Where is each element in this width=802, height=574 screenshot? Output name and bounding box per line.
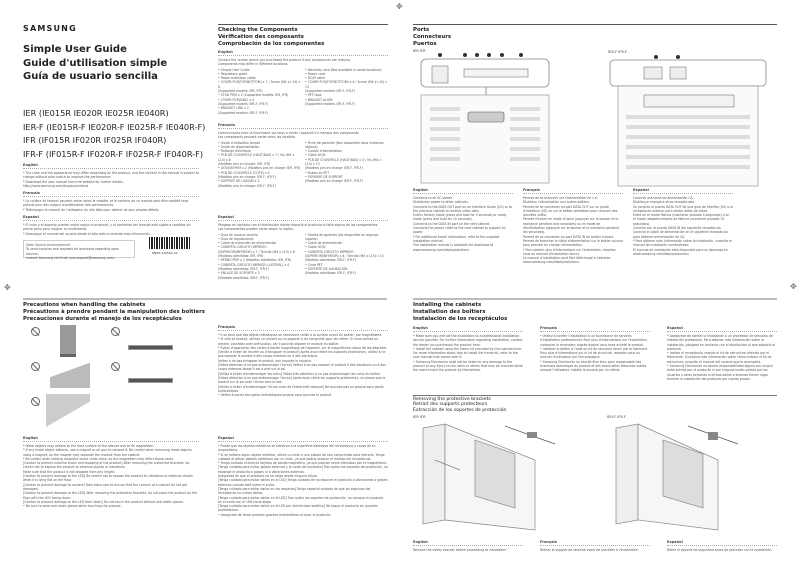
- precaution-item: [Caution to prevent external shock and dropping of the product] After removing the protective brackets, be careful not to expose the product to external shocks or vibrations.: [23, 461, 190, 470]
- precautions-french: [218, 322, 388, 397]
- open-source-box: [23, 240, 135, 258]
- port-description: Se conecta al puerto DATA OUT de una guía de interfaz (I/G) o al receptáculo anterior para recibir datos de vídeo.: [633, 204, 733, 213]
- install-note: • Samsung Electronics no asume responsabilidad alguna por ningún daño sufrido por el producto ni por ninguna lesión sufrida por los usuarios u otras personas si dichos daños o lesiones tienen lugar durante la instalación del producto por cuenta propia.: [667, 364, 773, 381]
- cabinet-corner-illustration: [50, 360, 90, 388]
- removing-instruction: Remove the safety bracket before proceeding to installation.: [413, 548, 508, 552]
- note: http://www.samsung.com/displaysolutions: [23, 183, 89, 188]
- component-item: • SOPORTE DE ALINEACIÓN: [305, 267, 388, 271]
- install-note: • Samsung Electronics ne saurait être tenu pour responsable des éventuels dommages au produit et des éventuelles blessures subies lorsque l'utilisateur installe le produit par lui-même.: [540, 359, 647, 373]
- title-es: Guía de usuario sencilla: [23, 71, 158, 82]
- install-note: • Instale el receptáculo usando el kit de estructura ofrecido por el fabricante. Si precisa más información sobre cómo instalar el kit de estructura, consulte el manual del usuario que lo acompaña.: [667, 351, 772, 364]
- lang-spanish: Español: [218, 215, 388, 221]
- precautions-title-en: Precautions when handling the cabinets: [23, 302, 146, 308]
- component-item: (Modèles pris en charge: IER-F, IFR-F): [305, 166, 363, 171]
- component-item-list: [305, 141, 388, 188]
- barcode: [149, 237, 191, 249]
- precaution-item: [Caution to prevent damage to the LED] After removing the protective brackets, do not place the product on the floor with the LED facing down.: [23, 491, 198, 500]
- component-item: • Cable de alimentación: [305, 241, 388, 245]
- port-description: Connects to the DATA OUT port on an Interface Guide (I/G) or to the previous cabinet to receive video data.: [413, 204, 512, 213]
- component-item: • COVER PCB(SIDE) x 4: [218, 98, 301, 102]
- port-description-list: [633, 196, 733, 256]
- removing-label-ier-ifr: IER IFR: [413, 415, 426, 419]
- cabinet-upright-illustration: [60, 325, 76, 357]
- lang-english: English: [218, 50, 388, 56]
- removing-instruction: Retirez le support de sécurité avant de procéder à l'installation.: [540, 548, 639, 552]
- removing-french: [540, 537, 650, 552]
- precaution-item: [Caution to prevent damage to the LED from static] Do not touch the product without anti-static gloves.: [23, 499, 185, 504]
- component-item: (Modèles pris en charge: IER-F, IFR-F): [218, 183, 276, 188]
- note: * La couleur et l'aspect peuvent varier selon le modèle, et le contenu de ce manuel peut être modifié sans préavis pour des raisons d'amélioration des performances.: [23, 199, 189, 208]
- removing-titles: [413, 397, 506, 413]
- lang-english: English: [413, 188, 513, 194]
- components-french: [218, 120, 388, 188]
- model-line: IFR-F (IF015R-F IF020R-F IF025R-F IF040R-F): [23, 148, 204, 159]
- installing-titles: [413, 302, 507, 323]
- open-source-line: Open Source Announcement: [26, 243, 71, 247]
- install-note-list: [413, 334, 523, 373]
- intro-line: Póngase en contacto con el distribuidor donde adquirió el producto si falta alguno de los componentes.: [218, 223, 379, 227]
- note: * Download the user manual from the website for further details.: [23, 179, 124, 184]
- component-item: • Tarjeta de garantía (No disponible en algunos lugares): [305, 233, 388, 242]
- ports-label-ier-ifr: IER IFR: [413, 49, 426, 53]
- cabinet-face-down-illustration: [128, 378, 173, 383]
- component-item: (Supported models: IER-F, IFR-F): [305, 101, 356, 106]
- prohibited-icon: [31, 397, 40, 406]
- note-list: [23, 199, 199, 212]
- port-description: Permet de se brancher sur l'alimentation en c.a.: [523, 196, 598, 200]
- lang-spanish: Español: [218, 436, 388, 442]
- precaution-item: Make sure that the product is not dropped from any height.: [23, 469, 116, 474]
- component-item: • Guide d'utilisation simple: [218, 141, 301, 145]
- component-item: • STUD PEM x 2 (Supported models: IER, IFR): [218, 93, 301, 97]
- port-description: Connects the power cable to the next cabinet to support AC power.: [413, 226, 506, 235]
- precaution-item: * Be careful when holding magnetic stripe cards close, as the magnetism may affect those cards.: [23, 456, 174, 461]
- component-item: • Regulatory guide: [218, 72, 301, 76]
- component-item: • SUPPORT DE LIAISON x 2: [218, 179, 301, 183]
- intro-line: Communiquez avec le fournisseur qui vous a vendu l'appareil s'il manque des composants.: [218, 131, 360, 135]
- component-item: • Fiche de garantie (Non disponible dans certaines régions): [305, 141, 388, 150]
- component-item: (Modelos admitidos: IER-F, IFR-F): [218, 275, 269, 280]
- note: * Descargue el manual del usuario desde el sitio web si necesita más información.: [23, 231, 151, 236]
- precaution-item: [Tenga cuidado para evitar daños en el LED] Tras quitar los soportes de protección, no coloque el producto en el suelo con el LED hacia abajo.: [218, 495, 384, 504]
- component-item: • Cordon d'alimentation: [305, 149, 388, 153]
- component-item-list: [218, 233, 301, 280]
- note: * The color and the appearance may differ depending on the product, and the content in the manual is subject to change without prior notice to improve the performance.: [23, 171, 199, 180]
- precaution-item: [Tenga cuidado para evitar daños en el LED] Tenga cuidado de no exponer el producto a vibraciones o golpes externos cuando esté sobre el suelo.: [218, 478, 388, 487]
- component-item: (Modelos admitidos: IER-F, IFR-F): [305, 271, 356, 276]
- installing-title-es: Instalación de los receptáculos: [413, 316, 508, 322]
- precautions-english: [23, 433, 199, 508]
- precautions-title-es: Precauciones durante el manejo de los receptáculos: [23, 316, 182, 322]
- cover-notes: [23, 160, 199, 236]
- ports-english: [413, 185, 513, 252]
- component-item: • COVER PCB(TOP/BOTTOM) x 4 / Screw (M4 x L10) x 13: [305, 80, 388, 89]
- component-item: (Supported models: IER, IFR): [218, 89, 263, 94]
- port-description: Conecta el cable de alimentación en el siguiente receptáculo para obtener alimentación de CA.: [633, 230, 728, 239]
- port-description: Distribuye energía a otros receptáculos.: [633, 200, 695, 205]
- component-item: • ENLACE DE SOPORTE x 2: [218, 271, 301, 275]
- component-item: • DC/N cable: [305, 76, 388, 80]
- component-item: • Guía de regulaciones: [218, 237, 301, 241]
- port-description: Permet de brancher le câble d'alimentation sur le boîtier suivant pour prendre en charge l'alimentation.: [523, 238, 623, 248]
- title-en: Simple User Guide: [23, 44, 127, 55]
- precaution-item: * Si se adhiere algún objeto metálico, utilice un imán o una pistola de aire comprimido para retirarlo. Tenga cuidado al retirar objetos metálicos con un imán, ya que podría separar el módulo del receptáculo.: [218, 452, 385, 461]
- guide-titles: [23, 43, 167, 84]
- component-item: • Guía de usuario sencilla: [218, 233, 301, 237]
- component-item-list: [218, 68, 301, 115]
- bracket-removal-diagram-ier-f-ifr-f: [608, 420, 778, 532]
- model-line: IFR (IF015R IF020R IF025R IF040R): [23, 135, 167, 146]
- installing-spanish: [667, 323, 777, 381]
- component-item: • Câble DC/N: [305, 153, 388, 157]
- component-item-list: [305, 233, 388, 280]
- precaution-item: • Veillez à porter des gants antistatiques lorsque vous touchez le produit.: [218, 393, 333, 398]
- component-item: • Simple User Guide: [218, 68, 301, 72]
- prohibited-icon: [31, 362, 40, 371]
- component-item-list: [305, 68, 388, 115]
- model-line: IER (IE015R IE020R IE025R IE040R): [23, 108, 169, 118]
- open-source-line-list: [26, 243, 132, 260]
- port-description: Permet de se connecter au port DATA OUT sur un guide d'interface (I/G) ou sur le boîtier précédent pour recevoir des données vidéo.: [523, 204, 618, 218]
- install-note: • Veillez à confier l'installation à un fournisseur de services d'installation professionnel. Pour plus d'informations sur l'installation, contactez le revendeur auprès duquel vous avez acheté le produit.: [540, 334, 648, 347]
- port-description: * Pour obtenir plus d'informations sur l'installation, reportez-vous au manuel d'installation fourni.: [523, 247, 617, 256]
- ports-diagram-ier-ifr: [420, 52, 550, 184]
- component-item: • COVER PCB(TOP/BOTTOM) x 7 / Screw (M4 x L10) x 8: [218, 80, 301, 89]
- precaution-item: * Tenga cuidado al acercar tarjetas de banda magnética, ya que podrían verse afectadas por el magnetismo.: [218, 461, 387, 466]
- port-description: Connects to an AC power.: [413, 196, 453, 200]
- open-source-line: To send inquiries and requests for questions regarding open sources,: [26, 247, 119, 256]
- lang-spanish: Español: [23, 215, 199, 221]
- lang-english: English: [23, 436, 199, 442]
- component-item: (Supported models: IER-F, IFR-F): [305, 89, 356, 94]
- installing-english: [413, 323, 523, 373]
- component-item: • CUBIERTA CIRCUITO IMPRESO (LATERAL) x 4: [218, 263, 301, 267]
- lang-english: English: [413, 326, 523, 332]
- component-item: • PCB DE COUVERCLE (HAUT/BAS) x 4 / Vis (M4 x L10) x 13: [305, 158, 388, 167]
- removing-title-fr: Retrait des supports protecteurs: [413, 402, 488, 408]
- static-touch-illustration: [46, 394, 90, 428]
- precaution-item: * Il se peut que des objets métalliques se retrouvent collés à la surface avant du boîtier, par magnétisme.: [218, 333, 383, 337]
- component-item: • CUBIERTA CIRCUITO IMPRESO (SUPERIOR/INFERIOR) x 7 / Tornillo (M4 x L10) x 8: [218, 245, 301, 254]
- precaution-item: * If any metal object adheres, use a magnet or air gun to remove it. Be careful when removing metal objects using a magnet, as the magnet may separate the module from the cabinet.: [23, 448, 192, 457]
- precaution-item: [Veillez à éviter de heurter ou d'échapper le produit] Après avoir retiré les supports protecteurs, veillez à ne pas exposer le produit à des coups externes ou à des vibrations.: [218, 350, 386, 359]
- note: * Téléchargez le manuel de l'utilisateur du site Web pour obtenir de plus amples détails.: [23, 207, 160, 212]
- removing-title-es: Extracción de los soportes de protección: [413, 407, 507, 413]
- components-english: [218, 47, 388, 115]
- precaution-item: • Be sure to wear anti-static gloves when touching the product.: [23, 504, 122, 509]
- installing-french: [540, 323, 650, 373]
- lang-spanish: Español: [633, 188, 733, 194]
- port-description: Permet de se connecter au port DATA IN du boîtier suivant.: [523, 234, 615, 239]
- removing-spanish: [667, 537, 777, 552]
- install-note: • Installez le boîtier à l'aide du kit de structure fourni par le fabricant. Pour plus d'informations sur le kit de structure, reportez-vous au manuel d'utilisateur qui l'accompagne.: [540, 346, 648, 360]
- lang-french: Français: [23, 191, 199, 197]
- precaution-item-list: [23, 444, 199, 508]
- port-description-list: [523, 196, 623, 265]
- install-note-list: [667, 334, 777, 381]
- install-note: • Make sure you entrust the installation to a professional installation service provider. For further information regarding installation, contact the dealer you purchased the product from.: [413, 334, 523, 347]
- component-item: • CUBIERTA CIRCUITO IMPRESO (SUPERIOR/INFERIOR) x 4 / Tornillo (M4 x L10) x 13: [305, 250, 388, 259]
- precaution-item: * Metal objects may adhere to the front surface of the cabinet due to its magnetism.: [23, 444, 155, 448]
- lang-spanish: Español: [667, 540, 777, 546]
- components-title-en: Checking the Components: [218, 27, 298, 33]
- intro-line: Les composants peuvent varier selon les localités.: [218, 135, 296, 140]
- removing-label-ier-f-ifr-f: IER-F IFR-F: [607, 415, 627, 419]
- ports-title-es: Puertos: [413, 41, 437, 47]
- ports-diagram-ier-f-ifr-f: [608, 55, 768, 187]
- precaution-item: [Veillez à éviter d'endommager l'écran avec de l'électricité statique] Ne touchez pas au produit sans gants antistatiques.: [218, 384, 384, 393]
- port-description: Entra en el modo fábrica (mantener pulsado 5 segundos) o en el modo restablecimiento de fábrica (mantener pulsado 10 segundos).: [633, 213, 730, 226]
- component-item: • Power cord: [305, 72, 388, 76]
- component-item: • BRACKET LINK x 2: [218, 106, 301, 110]
- component-item-list: [218, 141, 301, 188]
- bracket-removal-diagram-ier-ifr: [415, 420, 595, 532]
- precautions-spanish: [218, 433, 388, 517]
- precaution-item: Veillez à ne pas échapper le produit, peu importe la hauteur.: [218, 358, 312, 363]
- note-list: [23, 223, 199, 236]
- component-item: (Modelos admitidos: IER, IFR): [218, 254, 264, 259]
- model-list: [23, 107, 205, 161]
- lang-english: English: [23, 163, 199, 169]
- precaution-item: [Tenga cuidado para evitar golpes externos y la caída del producto] Tras quitar los soportes de protección, no exponga el producto a golpes ni a vibraciones externas.: [218, 465, 388, 474]
- precaution-item: * Si cela se produit, utilisez un aimant ou un appareil à air comprimé pour les retirer. Si vous utilisez un aimant, procédez avec précaution, car il pourrait séparer le module du boîtier.: [218, 337, 379, 346]
- installing-title-en: Installing the cabinets: [413, 302, 482, 308]
- components-title-fr: Vérification des composants: [218, 34, 304, 40]
- install-note: • Asegúrese de confiar la instalación a un proveedor de servicios de instalación profesional. Para obtener más información sobre la instalación, póngase en contacto con el distribuidor al que adquirió el producto.: [667, 334, 776, 351]
- precaution-item: [Caution to prevent damage to corners] Take extra care to ensure that the corners of a cabinet do not get damaged.: [23, 482, 187, 491]
- install-note: • Samsung Electronics shall not be liable for any damage to the product or any injury to the users or others that may be incurred while the users install the product by themselves.: [413, 359, 523, 373]
- removing-title-en: Removing the protective brackets: [413, 397, 491, 402]
- port-description: Permet d'entrer en mode d'usine (appuyer sur le bouton et le maintenir pendant cinq secondes) ou en mode de réinitialisation (appuyer sur le bouton et le maintenir pendant dix secondes).: [523, 217, 619, 235]
- install-note: • Install the cabinet using the frame kit provided by the manufacturer. For more information about how to install the frame kit, refer to the user manual that comes with it.: [413, 346, 523, 360]
- component-item: (Modèles pris en charge: IER-F, IFR-F): [218, 174, 276, 179]
- open-source-line: contact Samsung via Email (oss.request@samsung.com).: [26, 255, 116, 260]
- lang-english: English: [413, 540, 523, 546]
- note-list: [23, 171, 199, 188]
- port-description: * For additional install information, refer to the supplied installation manual.: [413, 234, 500, 243]
- component-item: • BRACKET ALIGN: [305, 98, 388, 102]
- intro-line: Contact the vendor where you purchased the product if any components are missing.: [218, 58, 351, 62]
- port-description: El manual de instalación está disponible para su descarga en www.samsung.com/displaysolutions.: [633, 247, 728, 256]
- installing-title-fr: Installation des boîtiers: [413, 309, 486, 315]
- component-item: • GOUJON PEM x 2 (Modèles pris en charge: IER, IFR): [218, 166, 301, 170]
- note: * El color y el aspecto pueden variar según el producto, y el contenido del manual está sujeto a cambios sin previo aviso para mejorar el rendimiento.: [23, 223, 191, 232]
- ports-label-ier-f-ifr-f: IER-F IFR-F: [608, 50, 628, 54]
- precaution-item: [Faites attention à ne pas endommager l'écran] Après avoir retiré les supports protecteurs, ne placez pas le produit sur le sol avec l'écran vers le bas.: [218, 375, 386, 385]
- install-note-list: [540, 334, 650, 373]
- port-description: Enters factory mode (press and hold for 5 seconds) or ready mode (press and hold for 10 seconds).: [413, 213, 507, 222]
- component-item: • Rallonge électrique: [218, 149, 301, 153]
- component-item: (Supported models: IER-F, IFR-F): [218, 110, 269, 115]
- removing-english: [413, 537, 523, 552]
- component-item: • PCB DE COUVERCLE (HAUT/BAS) x 7 / Vis (M4 x L10) x 8: [218, 153, 301, 162]
- registration-mark-icon: ✥: [396, 2, 403, 11]
- port-description: Distributes power to other cabinets.: [413, 200, 469, 205]
- ports-title-en: Ports: [413, 27, 430, 33]
- precaution-item: • Asegúrese de llevar puestos guantes antiestáticos al tocar el producto.: [218, 512, 332, 517]
- cabinet-flat-illustration: [128, 345, 173, 350]
- lang-spanish: Español: [667, 326, 777, 332]
- component-item: • Power extension cable: [218, 76, 301, 80]
- prohibited-icon: [111, 327, 120, 336]
- model-line: IER-F (IE015R-F IE020R-F IE025R-F IE040R-F): [23, 121, 206, 132]
- lang-french: Français: [523, 188, 623, 194]
- components-title-es: Comprobación de los componentes: [218, 41, 325, 47]
- lang-french: Français: [540, 540, 650, 546]
- component-item: • Cable DC/N: [305, 245, 388, 249]
- component-item: (Modèles pris en charge: IER, IFR): [218, 162, 271, 167]
- component-item: (Modelos admitidos: IER-F, IFR-F): [305, 258, 356, 263]
- components-titles: [218, 27, 324, 48]
- precaution-item-list: [218, 333, 388, 397]
- component-item: • PET tape: [305, 93, 388, 97]
- precaution-item: [Tenga cuidado para evitar daños en el LED por electricidad estática] No toque el producto sin guantes antiestáticos.: [218, 504, 378, 513]
- lang-french: Français: [540, 326, 650, 332]
- precaution-item-list: [218, 444, 388, 517]
- precaution-item: [Faites attention à ne pas endommager l'écran] Veillez à ne pas exposer le produit à des vibrations ou à des coups externes lorsqu'il est à plat sur le sol.: [218, 363, 386, 372]
- ports-french: [523, 185, 623, 265]
- ports-titles: [413, 27, 451, 48]
- component-item: • FERRURE DE SUPPORT: [305, 175, 388, 179]
- prohibited-icon: [111, 362, 120, 371]
- component-item: • Warranty card (Not available in some locations): [305, 68, 388, 72]
- port-description: * Para obtener más información sobre la instalación, consulte el manual de instalación suministrado.: [633, 238, 733, 248]
- precaution-item: Asegúrese de que el producto no se caiga desde ninguna altura.: [218, 474, 318, 479]
- registration-mark-icon: ✥: [4, 283, 11, 292]
- precaution-item: [Caution to prevent damage to the LED] Be careful not to expose the product to vibrations or external shocks when it is lying flat on the floor.: [23, 474, 193, 483]
- component-item: (Modèles pris en charge: IER-F, IFR-F): [305, 179, 363, 184]
- components-spanish: [218, 212, 388, 280]
- port-description: Conecta con el puerto DATA IN del siguiente receptáculo.: [633, 226, 722, 231]
- intro-line: Los componentes pueden variar según la región.: [218, 227, 294, 232]
- precautions-titles: [23, 302, 205, 323]
- port-description: The installation manual is available for download at www.samsung.com/displaysolutions.: [413, 243, 494, 252]
- prohibited-icon: [31, 327, 40, 336]
- intro-line-list: [218, 223, 388, 232]
- registration-mark-icon: ✥: [790, 282, 797, 291]
- component-item: (Modelos admitidos: IER-F, IFR-F): [218, 266, 269, 271]
- port-description-list: [413, 196, 513, 252]
- port-description: Distribue l'alimentation aux autres boîtiers.: [523, 200, 591, 205]
- component-item: • PCB DE COUVERCLE (CÔTÉ) x 4: [218, 171, 301, 175]
- barcode-number: BN68-14658A-00: [152, 251, 178, 255]
- port-description: Conecta una toma de alimentación CA.: [633, 196, 694, 200]
- precautions-title-fr: Précautions à prendre pendant la manipulation des boîtiers: [23, 309, 205, 315]
- ports-title-fr: Connecteurs: [413, 34, 452, 40]
- samsung-logo: SAMSUNG: [23, 24, 77, 33]
- removing-instruction: Retire el soporte de seguridad antes de proceder con la instalación.: [667, 548, 772, 552]
- lang-french: Français: [218, 123, 388, 129]
- component-item: • Ruban en PET: [305, 171, 388, 175]
- component-item: (Supported models: IER-F, IFR-F): [218, 101, 269, 106]
- intro-line-list: [218, 131, 388, 140]
- precaution-item: [Tenga cuidado para evitar daños en las esquinas] Tenga especial cuidado de que las esquinas del receptáculo no sufran daños.: [218, 486, 371, 496]
- component-item: • PERNO PEM x 2 (Modelos admitidos: IER, IFR): [218, 258, 301, 262]
- title-fr: Guide d'utilisation simple: [23, 57, 168, 69]
- intro-line-list: [218, 58, 388, 67]
- component-item: • Cable de extensión de alimentación: [218, 241, 301, 245]
- component-item: • Cinta PET: [305, 263, 388, 267]
- precaution-item: [Veillez à éviter d'endommager les coins] Faites très attention à ne pas endommager les coins du boîtier.: [218, 371, 381, 376]
- port-description: Le manuel d'installation peut être téléchargé à l'adresse www.samsung.com/displaysolutions.: [523, 256, 611, 265]
- precaution-item: * Évitez d'approcher des cartes à bande magnétique de l'appareil, sur le magnétisme risque de les dégrader.: [218, 345, 388, 350]
- intro-line: Components may differ in different locations.: [218, 62, 289, 67]
- port-description: Connects to the DATA IN port on the next cabinet.: [413, 221, 491, 226]
- precaution-item: * Puede que los objetos metálicos se adhieran a la superficie delantera del receptáculo a causa de su magnetismo.: [218, 444, 376, 453]
- component-item: • Guide de réglementation: [218, 145, 301, 149]
- ports-spanish: [633, 185, 733, 256]
- lang-french: Français: [218, 325, 388, 331]
